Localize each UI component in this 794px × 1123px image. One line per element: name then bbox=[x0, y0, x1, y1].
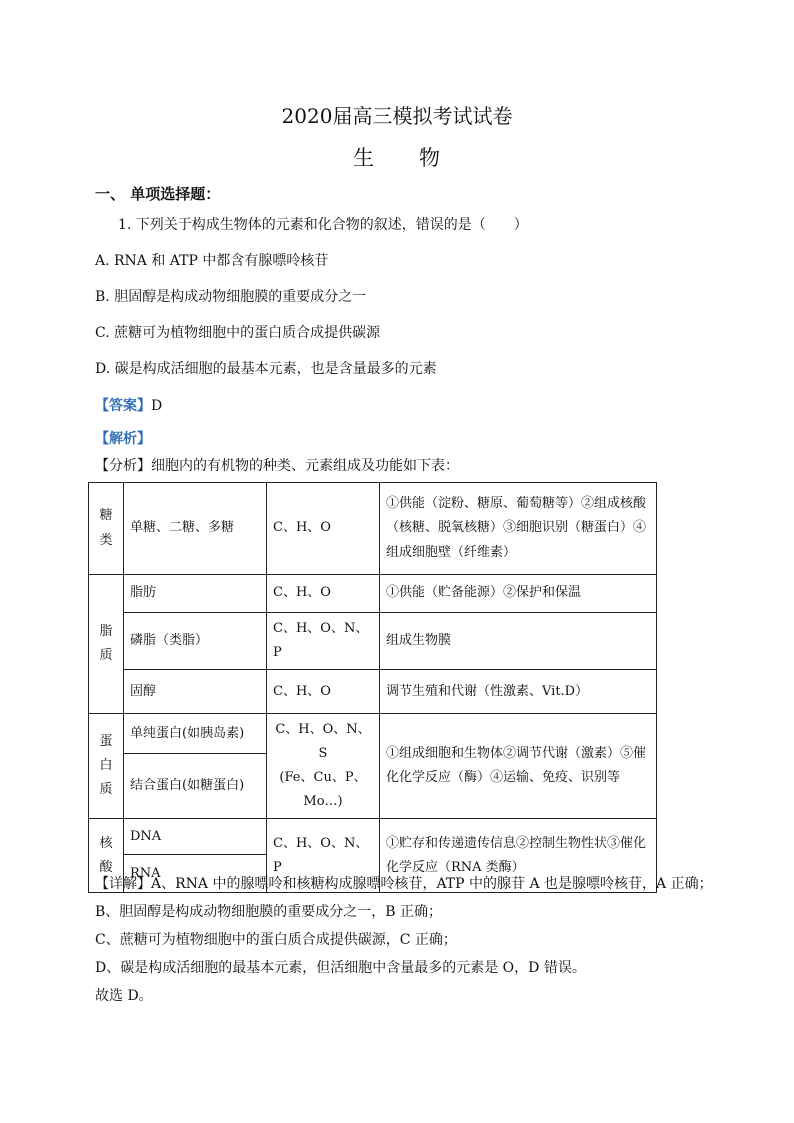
category-cell-lipid: 脂 质 bbox=[89, 575, 124, 714]
element-composition: C、H、O bbox=[267, 575, 380, 613]
function-cell: ①供能（淀粉、糖原、葡萄糖等）②组成核酸（核糖、脱氧核糖）③细胞识别（糖蛋白）④组成细胞壁（纤维素） bbox=[380, 483, 657, 575]
detail-line-2: B、胆固醇是构成动物细胞膜的重要成分之一，B 正确； bbox=[95, 904, 443, 920]
compound-name: 结合蛋白(如糖蛋白) bbox=[124, 754, 267, 819]
category-cell-protein: 蛋 白 质 bbox=[89, 714, 124, 819]
table-row bbox=[89, 714, 657, 754]
fenxi-label: 【分析】 bbox=[95, 458, 151, 474]
detail-label: 【详解】 bbox=[95, 876, 151, 892]
element-composition: C、H、O bbox=[267, 483, 380, 575]
table-row bbox=[89, 575, 657, 613]
subject-title bbox=[0, 142, 794, 172]
element-composition: C、H、O、N、S (Fe、Cu、P、Mo…) bbox=[267, 714, 380, 819]
option-d: D. 碳是构成活细胞的最基本元素，也是含量最多的元素 bbox=[95, 361, 437, 377]
organic-compounds-table bbox=[88, 482, 657, 893]
compound-name: DNA bbox=[124, 819, 267, 855]
option-a: A. RNA 和 ATP 中都含有腺嘌呤核苷 bbox=[95, 253, 329, 269]
compound-name: 单糖、二糖、多糖 bbox=[124, 483, 267, 575]
section-heading: 一、 单项选择题： bbox=[95, 185, 221, 203]
element-composition: C、H、O、N、P bbox=[267, 819, 380, 893]
subject-char-2: 物 bbox=[419, 146, 441, 170]
compound-name: 磷脂（类脂） bbox=[124, 613, 267, 670]
exam-title: 2020届高三模拟考试试卷 bbox=[281, 104, 513, 128]
function-cell: ①贮存和传递遗传信息②控制生物性状③催化化学反应（RNA 类酶） bbox=[380, 819, 657, 893]
detail-line-3: C、蔗糖可为植物细胞中的蛋白质合成提供碳源，C 正确； bbox=[95, 932, 457, 948]
compound-name: 脂肪 bbox=[124, 575, 267, 613]
category-cell-nucleic: 核 酸 bbox=[89, 819, 124, 893]
compound-name: 单纯蛋白(如胰岛素) bbox=[124, 714, 267, 754]
question-stem: 1. 下列关于构成生物体的元素和化合物的叙述，错误的是（ ） bbox=[118, 217, 528, 233]
subject-char-1: 生 bbox=[353, 146, 375, 170]
fenxi-text: 细胞内的有机物的种类、元素组成及功能如下表： bbox=[151, 458, 459, 474]
element-composition: C、H、O bbox=[267, 670, 380, 714]
function-cell: 组成生物膜 bbox=[380, 613, 657, 670]
compound-name: RNA bbox=[124, 855, 267, 893]
function-cell: 调节生殖和代谢（性激素、Vit.D） bbox=[380, 670, 657, 714]
option-b: B. 胆固醇是构成动物细胞膜的重要成分之一 bbox=[95, 289, 367, 305]
detail-line-4: D、碳是构成活细胞的最基本元素，但活细胞中含量最多的元素是 O，D 错误。 bbox=[95, 960, 586, 976]
answer-label: 【答案】 bbox=[95, 398, 151, 414]
category-cell-sugar: 糖 类 bbox=[89, 483, 124, 575]
analysis-label: 【解析】 bbox=[95, 431, 151, 447]
table-row bbox=[89, 483, 657, 575]
answer-value: D bbox=[151, 398, 163, 414]
function-cell: ①供能（贮备能源）②保护和保温 bbox=[380, 575, 657, 613]
fenxi-line bbox=[95, 455, 459, 475]
table-row bbox=[89, 613, 657, 670]
detail-line-5: 故选 D。 bbox=[95, 988, 153, 1004]
answer-line bbox=[95, 395, 162, 415]
analysis-line bbox=[95, 428, 151, 448]
table-row bbox=[89, 670, 657, 714]
table-row bbox=[89, 819, 657, 855]
compound-name: 固醇 bbox=[124, 670, 267, 714]
function-cell: ①组成细胞和生物体②调节代谢（激素）⑤催化化学反应（酶）④运输、免疫、识别等 bbox=[380, 714, 657, 819]
element-composition: C、H、O、N、P bbox=[267, 613, 380, 670]
detail-line-1: 【详解】A、RNA 中的腺嘌呤和核糖构成腺嘌呤核苷，ATP 中的腺苷 A 也是腺嘌呤核苷，A 正确； bbox=[95, 876, 713, 892]
option-c: C. 蔗糖可为植物细胞中的蛋白质合成提供碳源 bbox=[95, 325, 381, 341]
